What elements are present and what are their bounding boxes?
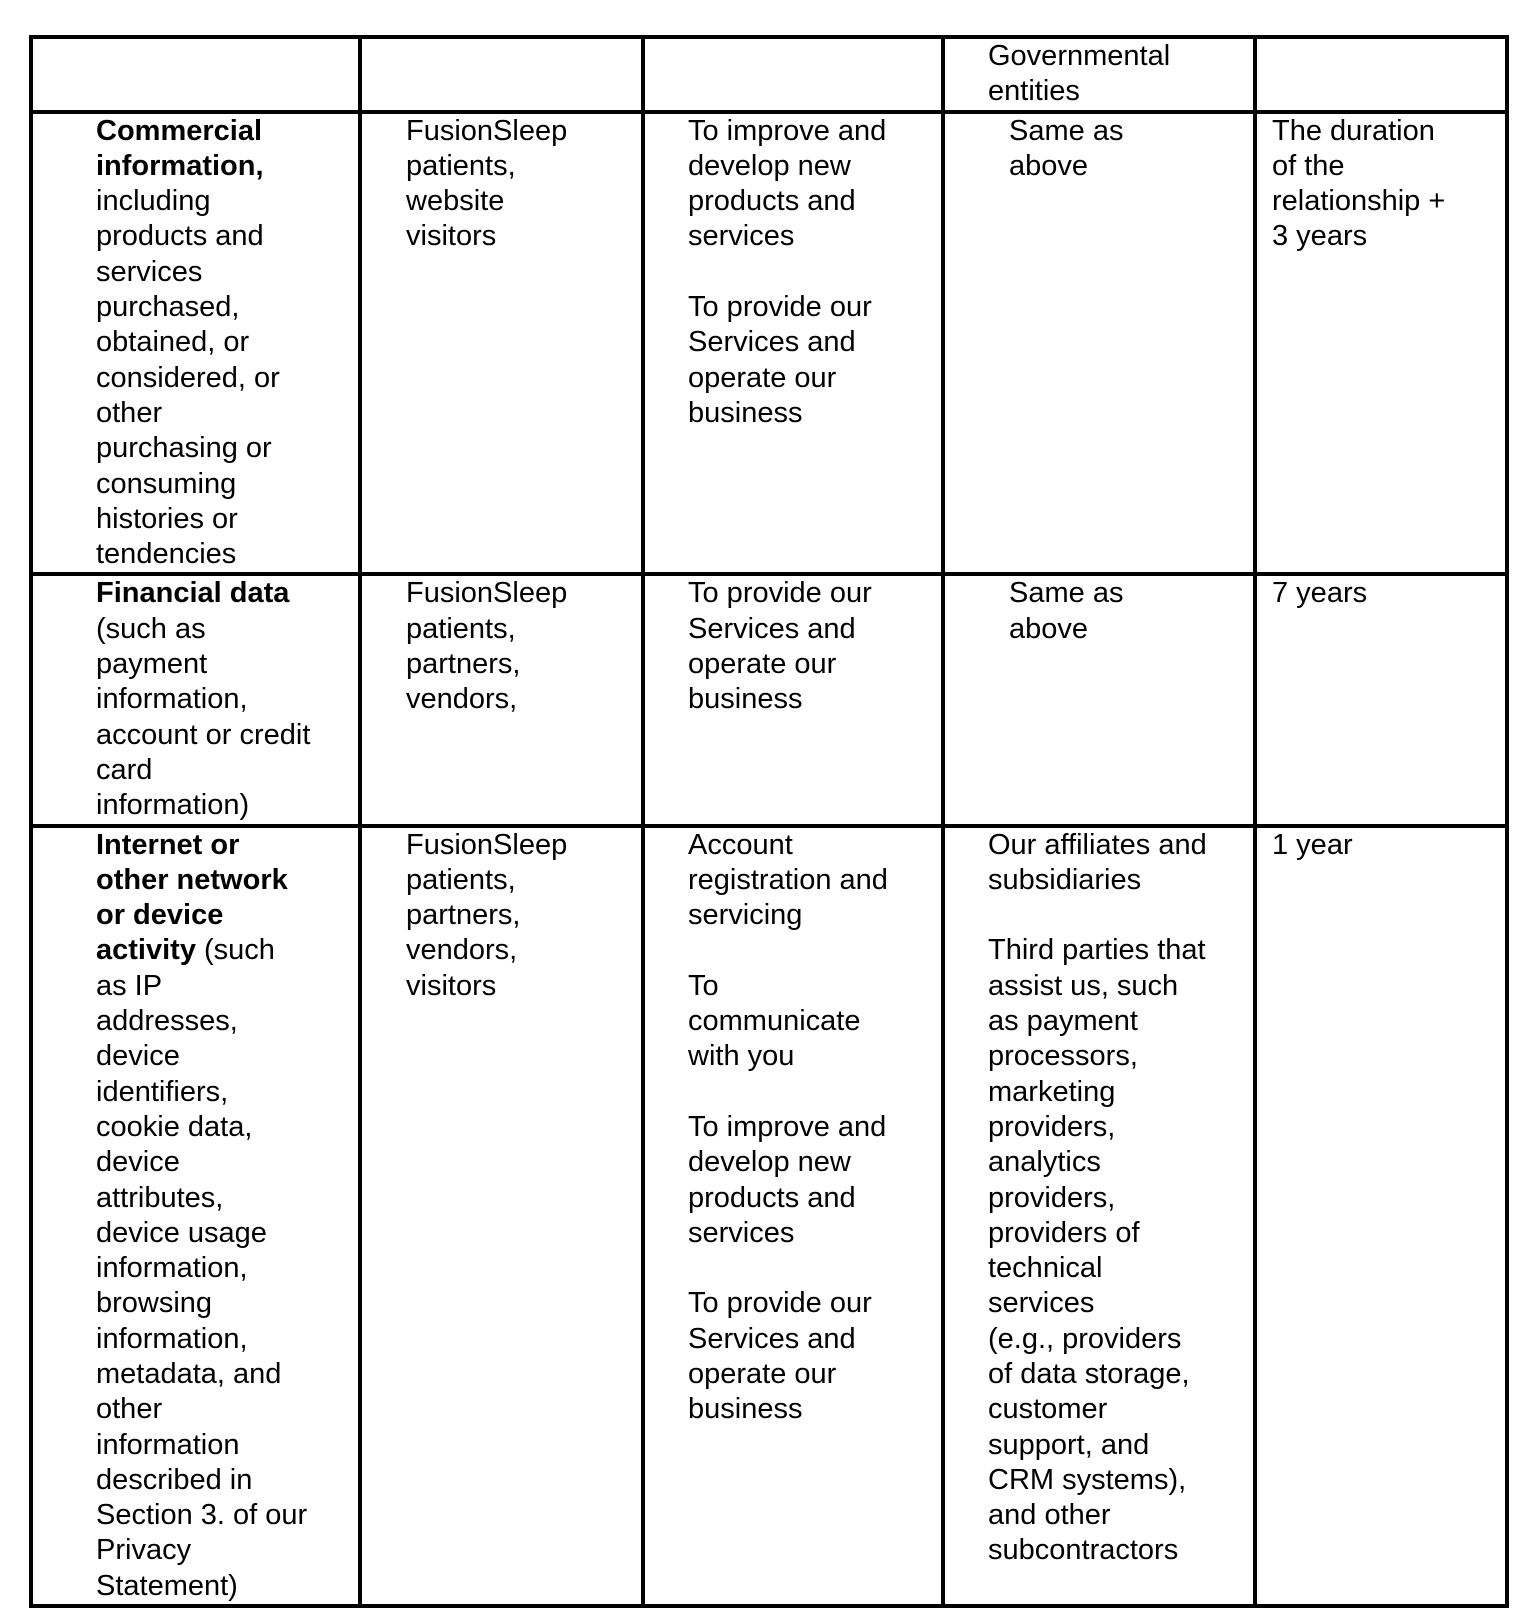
sources-text: FusionSleep patients, partners, vendors, visitors — [406, 828, 568, 1002]
sources-cell — [360, 826, 643, 1607]
purposes-text: To provide our Services and operate our business — [688, 577, 872, 716]
retention-text: 1 year — [1272, 828, 1353, 861]
table-cell — [360, 37, 643, 112]
data-categories-table — [29, 35, 1509, 1608]
retention-cell — [1255, 574, 1507, 825]
table-row-internet-activity — [31, 826, 1507, 1607]
purposes-text: To improve and develop new products and services To provide our Services and operate our business — [688, 114, 887, 429]
table-cell — [643, 37, 943, 112]
retention-text: The duration of the relationship + 3 years — [1272, 114, 1446, 253]
category-title: Commercial information, — [96, 114, 264, 182]
table-cell — [1255, 37, 1507, 112]
table-row-commercial-information — [31, 112, 1507, 575]
category-title: Internet or other network or device activity — [96, 828, 288, 967]
recipients-text: Same as above — [1009, 577, 1124, 645]
sources-text: FusionSleep patients, website visitors — [406, 114, 568, 253]
recipients-text: Governmental entities — [988, 40, 1171, 108]
purposes-cell — [643, 574, 943, 825]
purposes-text: Account registration and servicing To communicate with you To improve and develop new products and services To provide our Services and operate our business — [688, 828, 888, 1426]
retention-cell — [1255, 112, 1507, 575]
table-cell — [943, 37, 1255, 112]
recipients-text: Our affiliates and subsidiaries Third parties that assist us, such as payment processors, marketing providers, analytics providers, providers of technical services (e.g., providers of data storage, customer support, and CRM systems), and other subcontractors — [988, 828, 1207, 1567]
table-row-financial-data — [31, 574, 1507, 825]
sources-text: FusionSleep patients, partners, vendors, — [406, 577, 568, 716]
table-cell — [31, 37, 360, 112]
recipients-cell — [943, 112, 1255, 575]
category-cell — [31, 574, 360, 825]
category-cell — [31, 826, 360, 1607]
category-description: (such as payment information, account or credit card information) — [96, 612, 311, 822]
purposes-cell — [643, 112, 943, 575]
retention-cell — [1255, 826, 1507, 1607]
purposes-cell — [643, 826, 943, 1607]
sources-cell — [360, 574, 643, 825]
retention-text: 7 years — [1272, 577, 1368, 610]
sources-cell — [360, 112, 643, 575]
recipients-cell — [943, 574, 1255, 825]
category-title: Financial data — [96, 577, 290, 610]
recipients-cell — [943, 826, 1255, 1607]
recipients-text: Same as above — [1009, 114, 1124, 182]
table-row-continued-header — [31, 37, 1507, 112]
category-cell — [31, 112, 360, 575]
category-description: including products and services purchased, obtained, or considered, or other purchasing or consuming histories or tendencies — [96, 185, 280, 571]
category-description: (such as IP addresses, device identifiers, cookie data, device attributes, device usage information, browsing information, metadata, and other information described in Section 3. of our Privacy Statement) — [96, 934, 308, 1602]
